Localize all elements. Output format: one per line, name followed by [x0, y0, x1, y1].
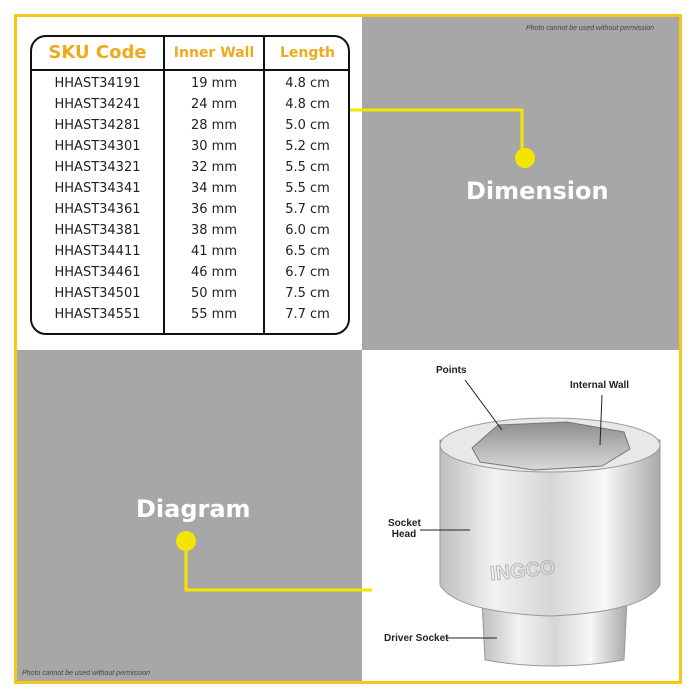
sku-cell: HHAST34461	[54, 265, 141, 280]
dimension-connector	[350, 110, 522, 160]
inner-wall-cell: 41 mm	[190, 244, 237, 259]
inner-wall-cell: 46 mm	[190, 265, 237, 280]
callout-internal-wall: Internal Wall	[570, 380, 630, 391]
callout-socket-head-line2: Head	[391, 529, 417, 540]
header-length: Length	[279, 45, 336, 61]
callout-driver-socket: Driver Socket	[384, 633, 449, 644]
permission-note-top: Photo cannot be used without permission	[526, 25, 655, 32]
sku-cell: HHAST34501	[54, 286, 141, 301]
length-cell: 5.0 cm	[285, 118, 330, 133]
inner-wall-cell: 30 mm	[190, 139, 237, 154]
callout-points: Points	[436, 365, 467, 376]
permission-note-bottom: Photo cannot be used without permission	[22, 670, 151, 677]
sku-cell: HHAST34321	[54, 160, 141, 175]
length-cell: 5.2 cm	[285, 139, 330, 154]
sku-cell: HHAST34381	[54, 223, 141, 238]
callout-socket-head	[388, 518, 420, 540]
sku-cell: HHAST34361	[54, 202, 141, 217]
length-cell: 5.5 cm	[285, 181, 330, 196]
dimension-connector-dot	[515, 148, 535, 168]
dimension-label: Dimension	[466, 177, 609, 205]
header-sku-code: SKU Code	[48, 42, 147, 63]
inner-wall-cell: 24 mm	[190, 97, 237, 112]
inner-wall-cell: 32 mm	[190, 160, 237, 175]
inner-wall-cell: 36 mm	[190, 202, 237, 217]
length-cell: 7.7 cm	[285, 307, 330, 322]
inner-wall-cell: 50 mm	[190, 286, 237, 301]
length-cell: 6.5 cm	[285, 244, 330, 259]
diagram-connector-dot	[176, 531, 196, 551]
diagram-label: Diagram	[136, 495, 251, 523]
inner-wall-cell: 19 mm	[190, 76, 237, 91]
length-cell: 4.8 cm	[285, 97, 330, 112]
length-cell: 6.7 cm	[285, 265, 330, 280]
sku-cell: HHAST34341	[54, 181, 141, 196]
inner-wall-cell: 55 mm	[190, 307, 237, 322]
length-cell: 7.5 cm	[285, 286, 330, 301]
length-cell: 5.5 cm	[285, 160, 330, 175]
diagram-connector	[186, 541, 372, 590]
points-leader	[465, 380, 502, 430]
length-cell: 5.7 cm	[285, 202, 330, 217]
sku-cell: HHAST34241	[54, 97, 141, 112]
inner-wall-cell: 28 mm	[190, 118, 237, 133]
inner-wall-cell: 38 mm	[190, 223, 237, 238]
brand-marking: INGCO	[489, 556, 557, 586]
length-cell: 6.0 cm	[285, 223, 330, 238]
callout-socket-head-line1: Socket	[388, 518, 421, 529]
length-cell: 4.8 cm	[285, 76, 330, 91]
sku-cell: HHAST34301	[54, 139, 141, 154]
sku-cell: HHAST34551	[54, 307, 141, 322]
hex-opening	[472, 422, 630, 470]
header-inner-wall: Inner Wall	[173, 45, 255, 61]
inner-wall-cell: 34 mm	[190, 181, 237, 196]
socket-diagram	[362, 350, 679, 681]
sku-cell: HHAST34411	[54, 244, 141, 259]
sku-cell: HHAST34281	[54, 118, 141, 133]
sku-cell: HHAST34191	[54, 76, 141, 91]
